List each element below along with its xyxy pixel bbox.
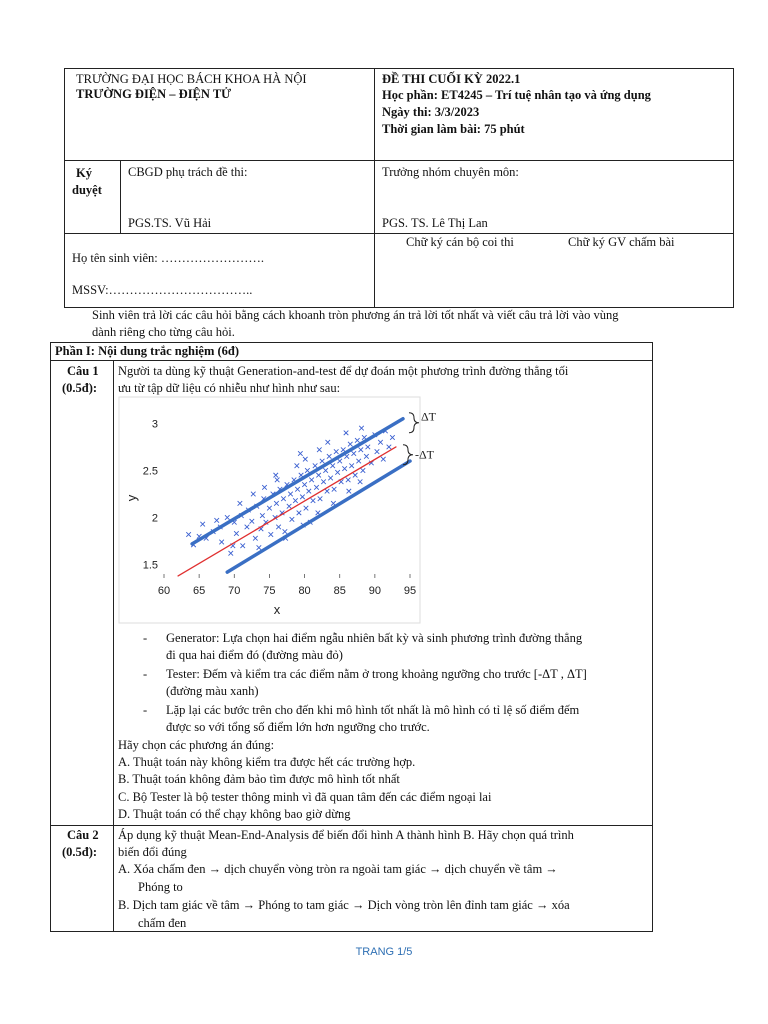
course-name: Học phần: ET4245 – Trí tuệ nhân tạo và ứng dụng [382,88,651,102]
cbgd-name: PGS.TS. Vũ Hải [128,216,212,230]
exam-duration: Thời gian làm bài: 75 phút [382,122,525,136]
y-tick-label: 2.5 [142,465,158,478]
header-horizontal-divider-2 [64,233,734,234]
header-vertical-divider [374,68,375,308]
ky-duyet-label-2: duyệt [72,183,102,197]
question-column-divider [113,360,114,932]
y-tick-label: 1.5 [142,559,158,572]
x-tick-label: 80 [298,585,311,597]
x-tick-label: 65 [193,585,206,597]
q1-number: Câu 1 [67,364,99,378]
header-horizontal-divider-1 [64,160,734,161]
minus-delta-t-label: -ΔT [414,447,435,462]
cbgd-label: CBGD phụ trách đề thi: [128,165,248,179]
q2-option-b-line-1[interactable]: B. Dịch tam giác về tâm → Phóng to tam giác → Dịch vòng tròn lên đỉnh tam giác → xóa [118,898,570,912]
x-tick-label: 95 [403,585,417,597]
head-name: PGS. TS. Lê Thị Lan [382,216,488,230]
delta-t-label: ΔT [420,409,437,424]
q2-option-b-line-2: chấm đen [138,916,187,930]
q2-stem-line-2: biến đổi đúng [118,845,187,859]
q1-bullet-1b: đi qua hai điểm đó (đường màu đỏ) [166,648,343,662]
bullet-dash-3: - [143,703,148,717]
x-tick-label: 90 [368,585,381,597]
grader-signature-label: Chữ ký GV chấm bài [568,235,675,249]
section-title: Phần I: Nội dung trắc nghiệm (6đ) [55,344,240,358]
scatter-chart [118,396,448,624]
proctor-signature-label: Chữ ký cán bộ coi thi [406,235,514,249]
q1-bullet-3b: được so với tổng số điểm lớn hơn ngưỡng cho trước. [166,720,430,734]
q1-option-b[interactable]: B. Thuật toán không đảm bảo tìm được mô hình tốt nhất [118,772,400,786]
q1-bullet-3a: Lặp lại các bước trên cho đến khi mô hình tốt nhất là mô hình có tỉ lệ số điểm đếm [166,703,580,717]
q2-stem-line-1: Áp dụng kỹ thuật Mean-End-Analysis để biến đổi hình A thành hình B. Hãy chọn quá trình [118,828,574,842]
header-table [64,68,734,308]
page-footer: TRANG 1/5 [355,946,413,958]
q1-option-d[interactable]: D. Thuật toán có thể chạy không bao giờ dừng [118,807,351,821]
x-tick-label: 70 [228,585,241,597]
school-name: TRƯỜNG ĐẠI HỌC BÁCH KHOA HÀ NỘI [76,72,307,86]
student-name-field: Họ tên sinh viên: ……………………. [72,251,265,265]
x-tick-label: 85 [333,585,346,597]
q2-option-a-line-1[interactable]: A. Xóa chấm đen → dịch chuyển vòng tròn ra ngoài tam giác → dịch chuyển về tâm → [118,862,558,876]
x-axis-label: x [273,602,281,617]
y-axis-label: y [124,494,139,502]
q1-q2-divider [50,825,653,826]
q1-prompt: Hãy chọn các phương án đúng: [118,738,275,752]
exam-date: Ngày thi: 3/3/2023 [382,105,480,119]
ky-duyet-label-1: Ký [76,166,92,180]
q2-option-a-line-2: Phóng to [138,880,183,894]
q1-option-c[interactable]: C. Bộ Tester là bộ tester thông minh vì đã quan tâm đến các điểm ngoại lai [118,790,492,804]
q1-bullet-1a: Generator: Lựa chọn hai điểm ngẫu nhiên bất kỳ và sinh phương trình đường thẳng [166,631,583,645]
q1-bullet-2a: Tester: Đếm và kiểm tra các điểm nằm ở trong khoảng ngưỡng cho trước [-ΔT , ΔT] [166,667,587,681]
q1-stem-line-1: Người ta dùng kỹ thuật Generation-and-test để dự đoán một phương trình đường thẳng tối [118,364,569,378]
q1-option-a[interactable]: A. Thuật toán này không kiểm tra được hết các trường hợp. [118,755,416,769]
instruction-line-2: dành riêng cho từng câu hỏi. [92,325,235,339]
y-tick-label: 2 [151,512,158,525]
bullet-dash-1: - [143,631,148,645]
ky-duyet-divider [120,160,121,233]
q1-points: (0.5đ): [62,381,98,395]
q1-bullet-2b: (đường màu xanh) [166,684,259,698]
q1-stem-line-2: ưu từ tập dữ liệu có nhiễu như hình như sau: [118,381,341,395]
exam-title: ĐỀ THI CUỐI KỲ 2022.1 [382,72,521,86]
section-divider [50,360,653,361]
instruction-line-1: Sinh viên trả lời các câu hỏi bằng cách khoanh tròn phương án trả lời tốt nhất và viết câu trả lời vào vùng [92,308,619,322]
bullet-dash-2: - [143,667,148,681]
x-tick-label: 75 [263,585,276,597]
y-tick-label: 3 [151,418,158,431]
faculty-name: TRƯỜNG ĐIỆN – ĐIỆN TỬ [76,87,232,101]
q2-number: Câu 2 [67,828,99,842]
x-tick-label: 60 [157,585,171,597]
q2-points: (0.5đ): [62,845,98,859]
head-label: Trưởng nhóm chuyên môn: [382,165,519,179]
student-id-field: MSSV:…………………………….. [72,283,253,297]
